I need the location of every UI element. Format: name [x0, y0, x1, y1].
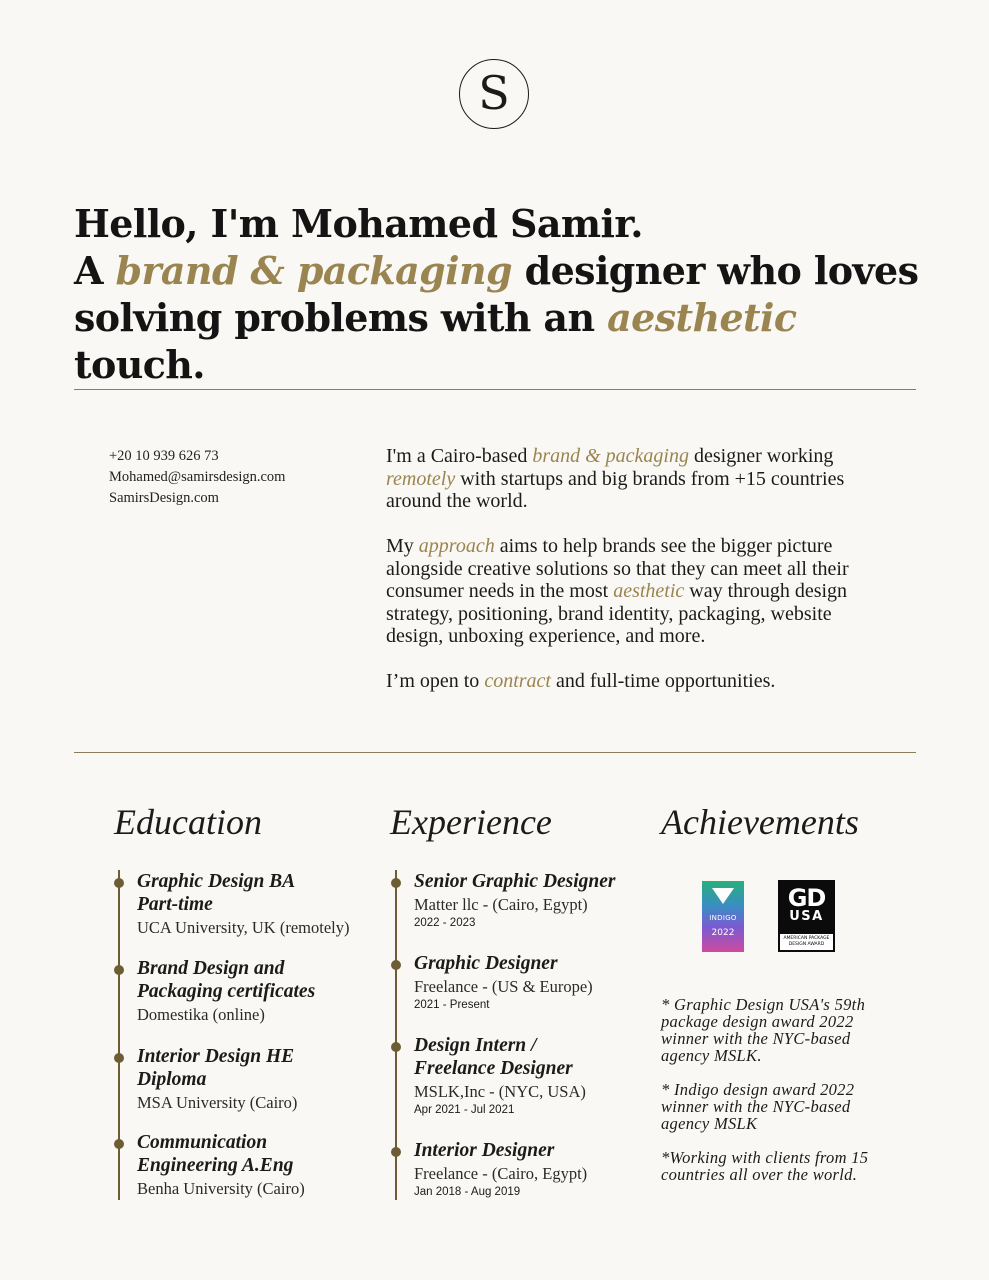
about-paragraph-1 [386, 445, 866, 513]
logo-monogram [459, 59, 529, 129]
experience-item [392, 1139, 662, 1199]
experience-item [392, 1034, 662, 1117]
contact-phone[interactable]: +20 10 939 626 73 [109, 448, 219, 464]
experience-item-dates: 2022 - 2023 [414, 917, 476, 929]
education-item-title: Interior Design HE Diploma [137, 1046, 295, 1090]
education-item-title: Communication Engineering A.Eng [137, 1132, 294, 1176]
about-text: with startups and big brands from +15 countries around the world. [386, 467, 845, 512]
education-item [115, 1045, 385, 1114]
education-item-title: Brand Design and Packaging certificates [137, 958, 316, 1002]
experience-timeline [392, 870, 652, 1200]
gd-label: GD [787, 884, 826, 912]
achievements-title: Achievements [661, 802, 859, 842]
usa-label: USA [789, 909, 824, 924]
hero-highlight: brand & packaging [115, 248, 512, 293]
education-item-place: Domestika (online) [137, 1005, 265, 1024]
timeline-dot [391, 1042, 401, 1052]
logo-letter: S [478, 66, 510, 120]
experience-item-title: Interior Designer [414, 1140, 555, 1161]
about-highlight: contract [484, 670, 551, 692]
about-paragraph-3 [386, 670, 866, 693]
about-text: I'm a Cairo-based [386, 445, 533, 467]
experience-item [392, 952, 662, 1012]
education-item-place: MSA University (Cairo) [137, 1093, 298, 1112]
experience-item-title: Graphic Designer [414, 953, 558, 974]
about-paragraph-2 [386, 535, 866, 648]
about-text: aims to help brands see the bigger picture alongside creative solutions so that they can meet all their consumer needs in the most [386, 535, 849, 602]
achievement-notes [661, 996, 901, 1200]
experience-item-dates: Apr 2021 - Jul 2021 [414, 1104, 515, 1116]
indigo-year: 2022 [711, 928, 735, 938]
about-text: My [386, 535, 419, 557]
education-title: Education [114, 802, 262, 842]
experience-item-place: MSLK,Inc - (NYC, USA) [414, 1082, 586, 1101]
about-highlight: remotely [386, 467, 456, 490]
indigo-award-badge [702, 881, 744, 952]
timeline-dot [391, 878, 401, 888]
hero-line-1: Hello, I'm Mohamed Samir. [74, 201, 643, 246]
timeline-dot [114, 1053, 124, 1063]
timeline-dot [391, 1147, 401, 1157]
about-section [386, 445, 866, 715]
triangle-icon [712, 888, 734, 904]
experience-title: Experience [390, 802, 552, 842]
gd-usa-award-badge [778, 880, 835, 952]
about-highlight: brand & packaging [532, 445, 689, 467]
about-highlight: approach [418, 535, 495, 557]
timeline-dot [114, 965, 124, 975]
education-timeline [115, 870, 375, 1200]
hero-text: solving problems with an [74, 295, 608, 340]
education-item-title: Graphic Design BA Part-time [137, 871, 295, 915]
hero-highlight: aesthetic [607, 295, 797, 340]
education-item-place: UCA University, UK (remotely) [137, 918, 350, 937]
experience-item-place: Freelance - (Cairo, Egypt) [414, 1164, 588, 1183]
experience-item-title: Design Intern / Freelance Designer [414, 1035, 573, 1079]
experience-item-dates: Jan 2018 - Aug 2019 [414, 1186, 521, 1198]
about-text: way through design strategy, positioning, brand identity, packaging, website design, unboxing experience, and more. [386, 580, 848, 647]
indigo-label: INDIGO [709, 914, 737, 922]
about-text: designer working [688, 445, 834, 467]
hero-line-3 [74, 294, 934, 388]
education-item [115, 1131, 385, 1200]
experience-item-place: Freelance - (US & Europe) [414, 977, 593, 996]
timeline-dot [114, 878, 124, 888]
about-text: I’m open to [386, 670, 485, 692]
about-highlight: aesthetic [613, 580, 685, 602]
timeline-dot [391, 960, 401, 970]
achievement-note: * Graphic Design USA's 59th package design award 2022 winner with the NYC-based agency MSLK. [661, 995, 866, 1065]
contact-info [109, 446, 285, 509]
experience-item-dates: 2021 - Present [414, 999, 490, 1011]
achievement-note: *Working with clients from 15 countries all over the world. [661, 1148, 869, 1184]
gd-caption: AMERICAN PACKAGE DESIGN AWARD [780, 934, 833, 950]
hero-text: designer who loves [511, 248, 919, 293]
contact-website[interactable]: SamirsDesign.com [109, 490, 219, 506]
education-item-place: Benha University (Cairo) [137, 1179, 305, 1198]
timeline-dot [114, 1139, 124, 1149]
hero-text: touch. [74, 342, 205, 387]
hero-line-2 [74, 247, 934, 294]
hero-text: A [74, 248, 116, 293]
experience-item-place: Matter llc - (Cairo, Egypt) [414, 895, 588, 914]
about-text: and full-time opportunities. [550, 670, 776, 692]
divider-top [74, 389, 916, 390]
experience-item [392, 870, 662, 930]
education-item [115, 870, 385, 939]
divider-bottom [74, 752, 916, 753]
experience-item-title: Senior Graphic Designer [414, 871, 616, 892]
contact-email[interactable]: Mohamed@samirsdesign.com [109, 469, 286, 485]
achievement-note: * Indigo design award 2022 winner with the NYC-based agency MSLK [661, 1080, 855, 1133]
hero-heading [74, 200, 934, 388]
education-item [115, 957, 385, 1026]
